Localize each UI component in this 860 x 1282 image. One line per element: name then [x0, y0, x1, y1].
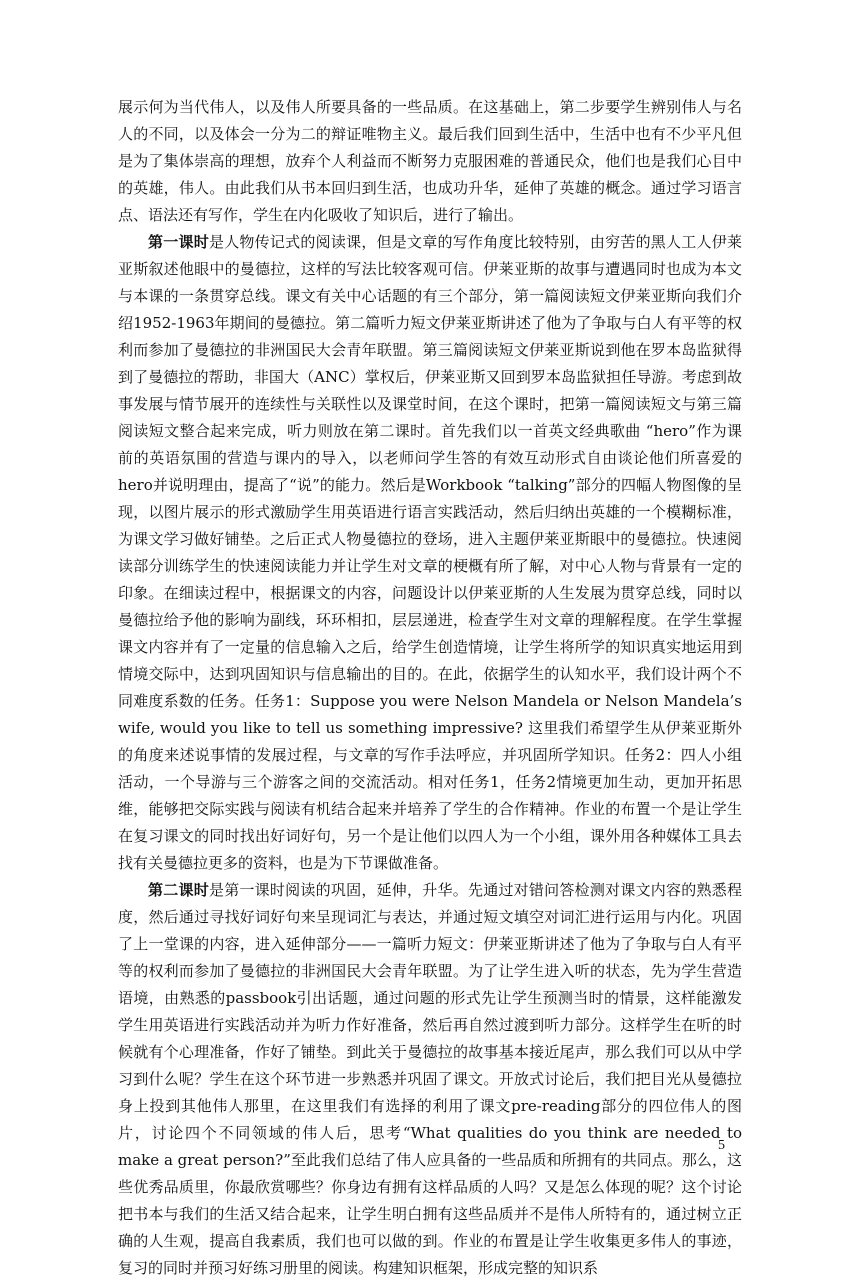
- paragraph-intro-text: 展示何为当代伟人，以及伟人所要具备的一些品质。在这基础上，第二步要学生辨别伟人与名人的不同，以及体会一分为二的辩证唯物主义。最后我们回到生活中，生活中也有不少平凡但是为了集体崇高的理想，放弃个人利益而不断努力克服困难的普通民众，他们也是我们心目中的英雄，伟人。由此我们从书本回归到生活，也成功升华，延伸了英雄的概念。通过学习语言点、语法还有写作，学生在内化吸收了知识后，进行了输出。: [118, 98, 742, 224]
- paragraph-lesson-one-text: 是人物传记式的阅读课，但是文章的写作角度比较特别，由穷苦的黑人工人伊莱亚斯叙述他眼中的曼德拉，这样的写法比较客观可信。伊莱亚斯的故事与遭遇同时也成为本文与本课的一条贯穿总线。课文有关中心话题的有三个部分，第一篇阅读短文伊莱亚斯向我们介绍1952-1963年期间的曼德拉。第二篇听力短文伊莱亚斯讲述了他为了争取与白人有平等的权利而参加了曼德拉的非洲国民大会青年联盟。第三篇阅读短文伊莱亚斯说到他在罗本岛监狱得到了曼德拉的帮助，非国大（ANC）掌权后，伊莱亚斯又回到罗本岛监狱担任导游。考虑到故事发展与情节展开的连续性与关联性以及课堂时间，在这个课时，把第一篇阅读短文与第三篇阅读短文整合起来完成，听力则放在第二课时。首先我们以一首英文经典歌曲 “hero”作为课前的英语氛围的营造与课内的导入，以老师问学生答的有效互动形式自由谈论他们所喜爱的hero并说明理由，提高了“说”的能力。然后是Workbook “talking”部分的四幅人物图像的呈现，以图片展示的形式激励学生用英语进行语言实践活动，然后归纳出英雄的一个模糊标准，为课文学习做好铺垫。之后正式人物曼德拉的登场，进入主题伊莱亚斯眼中的曼德拉。快速阅读部分训练学生的快速阅读能力并让学生对文章的梗概有所了解，对中心人物与背景有一定的印象。在细读过程中，根据课文的内容，问题设计以伊莱亚斯的人生发展为贯穿总线，同时以曼德拉给予他的影响为副线，环环相扣，层层递进，检查学生对文章的理解程度。在学生掌握课文内容并有了一定量的信息输入之后，给学生创造情境，让学生将所学的知识真实地运用到情境交际中，达到巩固知识与信息输出的目的。在此，依据学生的认知水平，我们设计两个不同难度系数的任务。任务1：Suppose you were Nelson Mandela or Nelson Mandela’s wife, would you like to tell us something impressive? 这里我们希望学生从伊莱亚斯外的角度来述说事情的发展过程，与文章的写作手法呼应，并巩固所学知识。任务2：四人小组活动，一个导游与三个游客之间的交流活动。相对任务1，任务2情境更加生动，更加开拓思维，能够把交际实践与阅读有机结合起来并培养了学生的合作精神。作业的布置一个是让学生在复习课文的同时找出好词好句，另一个是让他们以四人为一个小组，课外用各种媒体工具去找有关曼德拉更多的资料，也是为下节课做准备。: [118, 233, 742, 872]
- paragraph-intro: [118, 94, 742, 229]
- lesson-one-heading: 第一课时: [148, 233, 209, 251]
- paragraph-lesson-two: [118, 877, 742, 1282]
- lesson-two-heading: 第二课时: [148, 881, 209, 899]
- paragraph-lesson-two-text: 是第一课时阅读的巩固，延伸，升华。先通过对错问答检测对课文内容的熟悉程度，然后通过寻找好词好句来呈现词汇与表达，并通过短文填空对词汇进行运用与内化。巩固了上一堂课的内容，进入延伸部分——一篇听力短文：伊莱亚斯讲述了他为了争取与白人有平等的权利而参加了曼德拉的非洲国民大会青年联盟。为了让学生进入听的状态，先为学生营造语境，由熟悉的passbook引出话题，通过问题的形式先让学生预测当时的情景，这样能激发学生用英语进行实践活动并为听力作好准备，然后再自然过渡到听力部分。这样学生在听的时候就有个心理准备，作好了铺垫。到此关于曼德拉的故事基本接近尾声，那么我们可以从中学习到什么呢？学生在这个环节进一步熟悉并巩固了课文。开放式讨论后，我们把目光从曼德拉身上投到其他伟人那里，在这里我们有选择的利用了课文pre-reading部分的四位伟人的图片，讨论四个不同领域的伟人后，思考“What qualities do you think are needed to make a great person?”至此我们总结了伟人应具备的一些品质和所拥有的共同点。那么，这些优秀品质里，你最欣赏哪些？你身边有拥有这样品质的人吗？又是怎么体现的呢？这个讨论把书本与我们的生活又结合起来，让学生明白拥有这些品质并不是伟人所特有的，通过树立正确的人生观，提高自我素质，我们也可以做的到。作业的布置是让学生收集更多伟人的事迹，复习的同时并预习好练习册里的阅读。构建知识框架，形成完整的知识系: [118, 881, 742, 1277]
- document-body: [118, 94, 742, 1282]
- paragraph-lesson-one: [118, 229, 742, 877]
- page-number: 5: [718, 1138, 725, 1153]
